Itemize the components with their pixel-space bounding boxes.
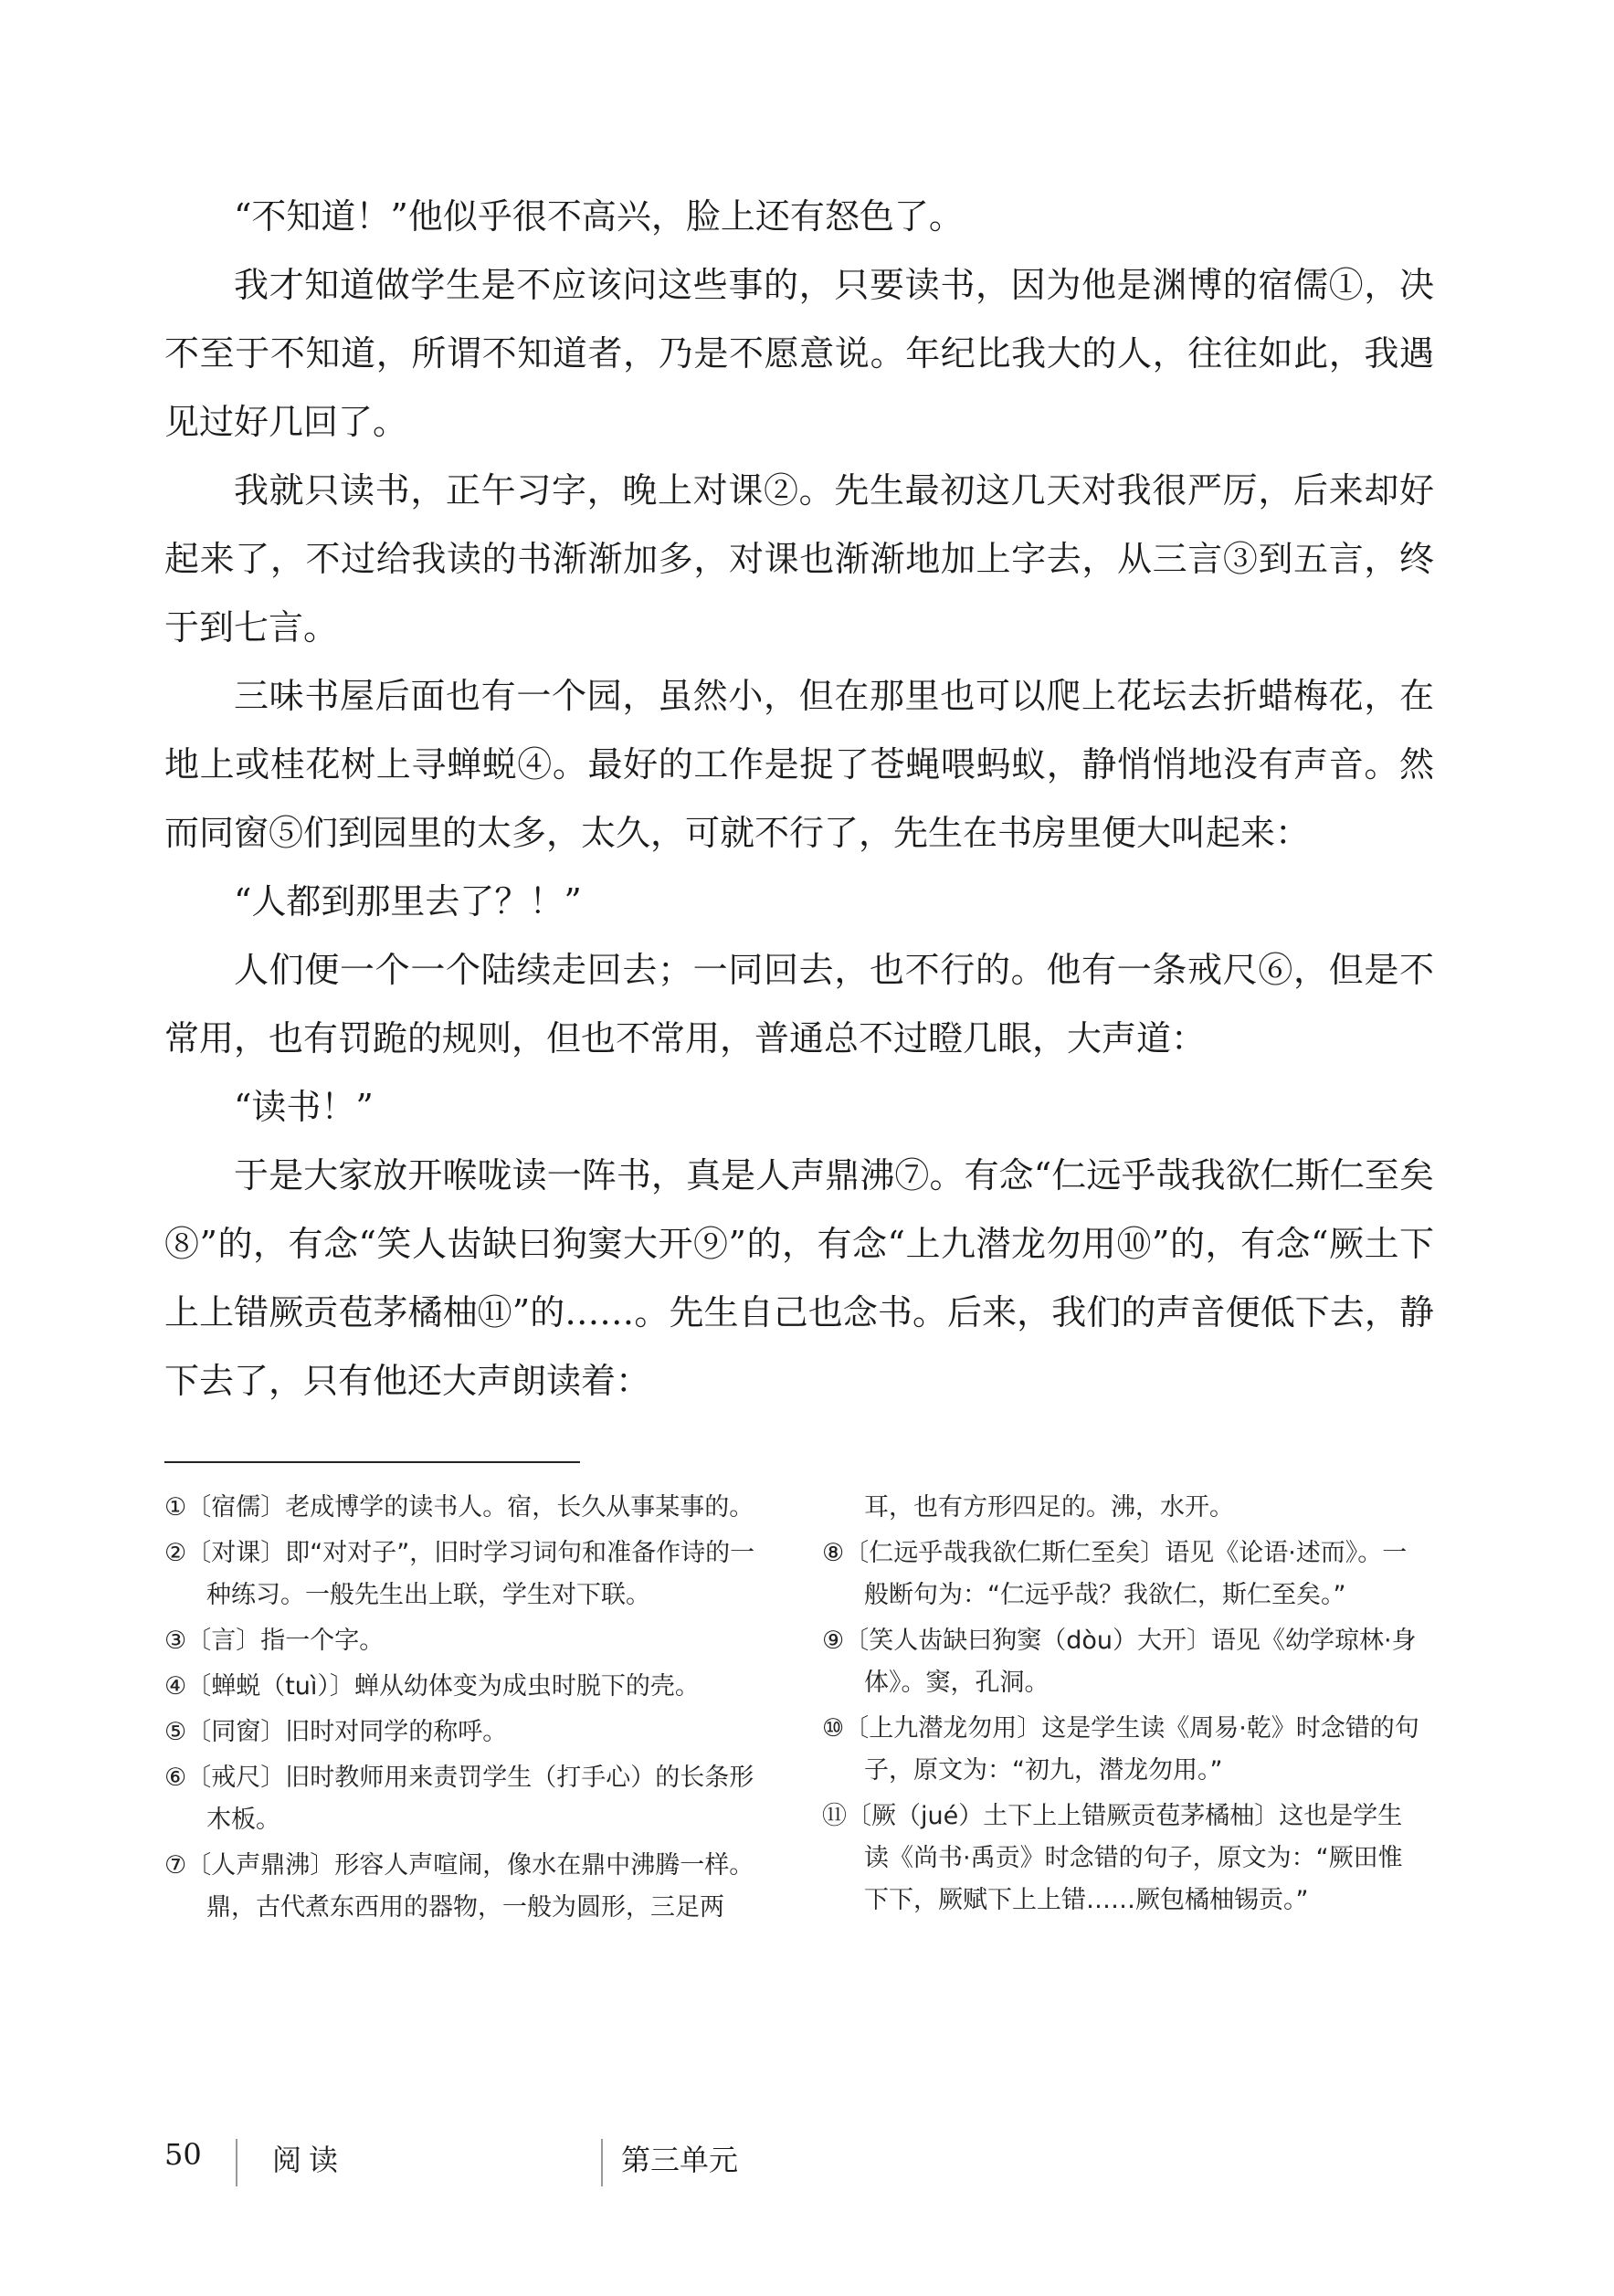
footnote: ⑨〔笑人齿缺曰狗窦（dòu）大开〕语见《幼学琼林·身体》。窦，孔洞。 (822, 1627, 1417, 1697)
page-number: 50 (164, 2137, 202, 2172)
page-footer (164, 2137, 895, 2192)
footnote: ②〔对课〕即“对对子”，旧时学习词句和准备作诗的一种练习。一般先生出上联，学生对下联。 (164, 1539, 755, 1609)
footer-divider (601, 2139, 603, 2186)
footnote: ⑥〔戒尺〕旧时教师用来责罚学生（打手心）的长条形木板。 (164, 1764, 754, 1834)
paragraph: 三味书屋后面也有一个园，虽然小，但在那里也可以爬上花坛去折蜡梅花，在地上或桂花树上寻蝉蜕④。最好的工作是捉了苍蝇喂蚂蚁，静悄悄地没有声音。然而同窗⑤们到园里的太多，太久，可就不行了，先生在书房里便大叫起来： (164, 676, 1434, 853)
unit-label: 第三单元 (621, 2143, 739, 2177)
paragraph: “读书！” (234, 1087, 374, 1127)
paragraph: 人们便一个一个陆续走回去；一同回去，也不行的。他有一条戒尺⑥，但是不常用，也有罚跪的规则，但也不常用，普通总不过瞪几眼，大声道： (164, 950, 1434, 1058)
footnote: ⑤〔同窗〕旧时对同学的称呼。 (164, 1718, 508, 1746)
footer-divider (236, 2139, 237, 2186)
footnotes (164, 1487, 1425, 1929)
footnote: ⑩〔上九潜龙勿用〕这是学生读《周易·乾》时念错的句子，原文为：“初九，潜龙勿用。” (822, 1714, 1419, 1785)
footnote: ④〔蝉蜕（tuì）〕蝉从幼体变为成虫时脱下的壳。 (164, 1672, 700, 1701)
footnote: ⑧〔仁远乎哉我欲仁斯仁至矣〕语见《论语·述而》。一般断句为：“仁远乎哉？我欲仁，斯仁至矣。” (822, 1539, 1408, 1609)
footnote: ③〔言〕指一个字。 (164, 1627, 385, 1655)
section-label: 阅读 (272, 2143, 346, 2177)
footnote: ⑪〔厥（jué）土下上上错厥贡苞茅橘柚〕这也是学生读《尚书·禹贡》时念错的句子，原文为：“厥田惟下下，厥赋下上上错……厥包橘柚锡贡。” (822, 1802, 1403, 1914)
main-text (164, 183, 1434, 1416)
paragraph: 于是大家放开喉咙读一阵书，真是人声鼎沸⑦。有念“仁远乎哉我欲仁斯仁至矣⑧”的，有念“笑人齿缺曰狗窦大开⑨”的，有念“上九潜龙勿用⑩”的，有念“厥土下上上错厥贡苞茅橘柚⑪”的……。先生自己也念书。后来，我们的声音便低下去，静下去了，只有他还大声朗读着： (164, 1155, 1434, 1401)
paragraph: “人都到那里去了？！” (234, 881, 582, 922)
footnote-separator (164, 1461, 580, 1463)
paragraph: 我就只读书，正午习字，晚上对课②。先生最初这几天对我很严厉，后来却好起来了，不过给我读的书渐渐加多，对课也渐渐地加上字去，从三言③到五言，终于到七言。 (164, 470, 1434, 648)
footnote: ①〔宿儒〕老成博学的读书人。宿，长久从事某事的。 (164, 1493, 754, 1522)
paragraph: “不知道！”他似乎很不高兴，脸上还有怒色了。 (234, 196, 964, 237)
footnote: ⑦〔人声鼎沸〕形容人声喧闹，像水在鼎中沸腾一样。鼎，古代煮东西用的器物，一般为圆形，三足两耳，也有方形四足的。沸，水开。 (164, 1493, 1234, 1922)
paragraph: 我才知道做学生是不应该问这些事的，只要读书，因为他是渊博的宿儒①，决不至于不知道，所谓不知道者，乃是不愿意说。年纪比我大的人，往往如此，我遇见过好几回了。 (164, 265, 1434, 442)
